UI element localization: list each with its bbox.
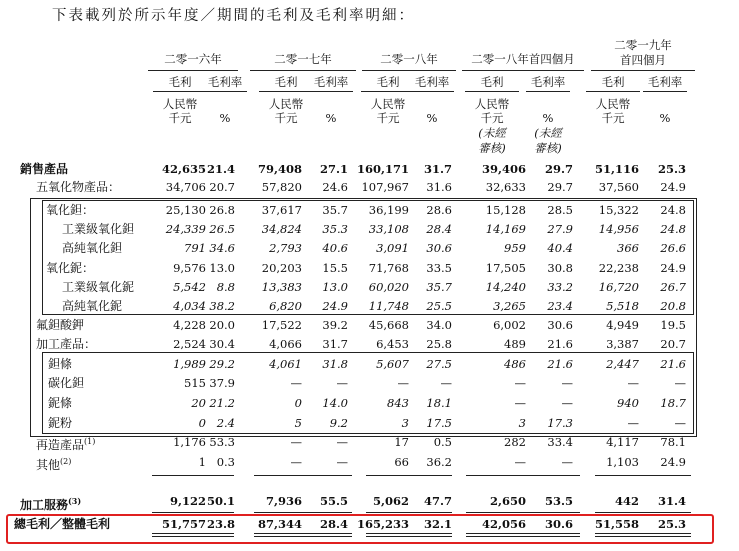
sum-rule: [595, 475, 691, 476]
gross-margin-value: 34.0: [426, 318, 452, 332]
gross-margin-value: 30.8: [547, 261, 573, 275]
gross-profit-value: 0: [198, 416, 206, 430]
sum-rule: [254, 512, 352, 513]
unit-header: 人民幣: [370, 97, 406, 111]
nested-box-processed: [42, 352, 694, 434]
row-label: 氧化鉭：: [46, 203, 95, 217]
gross-margin-value: —: [336, 455, 348, 469]
row-label: 高純氧化鈮: [62, 299, 123, 313]
gross-margin-value: 38.2: [209, 299, 235, 313]
gross-profit-value: 1,989: [173, 357, 206, 371]
subheader-underline: [361, 91, 415, 92]
unaudited-note: 審核): [478, 141, 506, 155]
gross-margin-value: 24.9: [322, 299, 348, 313]
nested-box-inner: [42, 200, 694, 315]
gross-margin-value: 25.8: [426, 337, 452, 351]
gross-profit-value: 39,406: [481, 162, 526, 176]
row-label: 高純氧化鉭: [62, 241, 123, 255]
gross-profit-value: 442: [614, 494, 639, 508]
sum-rule: [466, 512, 580, 513]
gross-profit-value: 42,635: [161, 162, 206, 176]
unit-header: 人民幣: [474, 97, 510, 111]
row-label: 鉭條: [48, 357, 73, 371]
gross-margin-value: 26.8: [209, 203, 235, 217]
header-underline: [462, 70, 584, 71]
gross-margin-value: 23.8: [206, 517, 235, 531]
gross-profit-header: 毛利: [376, 75, 400, 89]
subheader-underline: [203, 91, 247, 92]
gross-margin-value: 35.3: [322, 222, 348, 236]
gross-profit-value: 87,344: [257, 517, 302, 531]
gross-margin-value: 33.2: [547, 280, 573, 294]
gross-profit-value: 4,061: [269, 357, 302, 371]
gross-profit-value: 34,706: [165, 180, 206, 194]
gross-margin-value: —: [440, 376, 452, 390]
unit-header: 人民幣: [595, 97, 631, 111]
gross-profit-value: 489: [504, 337, 526, 351]
gross-profit-value: 1,103: [606, 455, 639, 469]
gross-margin-value: 26.5: [209, 222, 235, 236]
gross-margin-value: 31.4: [657, 494, 686, 508]
gross-margin-value: 0.3: [216, 455, 235, 469]
gross-margin-value: 24.8: [660, 203, 686, 217]
gross-margin-value: 53.5: [544, 494, 573, 508]
gross-margin-value: 17.3: [547, 416, 573, 430]
gross-profit-value: 2,650: [489, 494, 526, 508]
subheader-underline: [153, 91, 207, 92]
gross-margin-value: 27.9: [547, 222, 573, 236]
subheader-underline: [586, 91, 640, 92]
gross-margin-value: 35.7: [322, 203, 348, 217]
gross-profit-header: 毛利: [480, 75, 504, 89]
gross-margin-value: 29.7: [544, 162, 573, 176]
gross-margin-value: 9.2: [329, 416, 348, 430]
gross-margin-value: 30.6: [426, 241, 452, 255]
gross-margin-value: 2.4: [216, 416, 235, 430]
gross-margin-header: 毛利率: [207, 75, 243, 89]
gross-profit-value: 22,238: [598, 261, 639, 275]
gross-profit-value: 4,034: [173, 299, 206, 313]
column-period-header: 二零一八年: [380, 52, 438, 66]
gross-margin-value: 20.0: [209, 318, 235, 332]
gross-margin-header: 毛利率: [647, 75, 683, 89]
sum-rule: [366, 475, 452, 476]
percent-header: %: [542, 111, 554, 125]
gross-profit-value: —: [290, 435, 302, 449]
row-label: 總毛利／整體毛利: [14, 517, 111, 531]
gross-profit-value: 9,122: [169, 494, 206, 508]
gross-profit-value: 16,720: [598, 280, 639, 294]
sum-rule: [254, 475, 352, 476]
gross-profit-value: 14,240: [485, 280, 526, 294]
gross-profit-value: 791: [184, 241, 206, 255]
gross-profit-value: 3,387: [606, 337, 639, 351]
gross-margin-value: 27.1: [319, 162, 348, 176]
gross-margin-value: 23.4: [547, 299, 573, 313]
sum-rule: [366, 512, 452, 513]
gross-margin-value: 29.7: [547, 180, 573, 194]
gross-margin-value: 18.7: [660, 396, 686, 410]
gross-profit-value: —: [627, 416, 639, 430]
gross-margin-value: —: [561, 455, 573, 469]
gross-profit-value: —: [290, 455, 302, 469]
gross-profit-value: 4,949: [606, 318, 639, 332]
gross-profit-value: 36,199: [368, 203, 409, 217]
gross-margin-value: 0.5: [433, 435, 452, 449]
gross-margin-value: 30.4: [209, 337, 235, 351]
gross-margin-header: 毛利率: [530, 75, 566, 89]
gross-margin-value: 18.1: [426, 396, 452, 410]
gross-profit-value: 45,668: [368, 318, 409, 332]
gross-profit-value: 37,560: [598, 180, 639, 194]
unaudited-note: (未經: [478, 126, 506, 140]
row-label: 氟鉭酸鉀: [36, 318, 85, 332]
gross-margin-value: 13.0: [322, 280, 348, 294]
gross-profit-value: 33,108: [368, 222, 409, 236]
gross-margin-value: 21.6: [660, 357, 686, 371]
gross-margin-value: 31.7: [423, 162, 452, 176]
gross-margin-value: 21.4: [206, 162, 235, 176]
row-label: 銷售產品: [20, 162, 69, 176]
gross-margin-value: 50.1: [206, 494, 235, 508]
header-underline: [148, 70, 238, 71]
gross-margin-value: —: [561, 396, 573, 410]
gross-margin-value: 39.2: [322, 318, 348, 332]
row-label: 加工服務$^{(3)}$: [20, 496, 82, 512]
gross-margin-value: 30.6: [544, 517, 573, 531]
gross-margin-value: 24.8: [660, 222, 686, 236]
subheader-underline: [643, 91, 687, 92]
gross-margin-value: 34.6: [209, 241, 235, 255]
gross-profit-value: 14,169: [485, 222, 526, 236]
gross-margin-value: 21.6: [547, 337, 573, 351]
intro-text: 下表載列於所示年度／期間的毛利及毛利率明細：: [52, 8, 415, 24]
gross-margin-value: 40.4: [547, 241, 573, 255]
gross-profit-value: 66: [394, 455, 409, 469]
gross-profit-value: —: [627, 376, 639, 390]
gross-margin-value: 28.6: [426, 203, 452, 217]
row-label: 工業級氧化鈮: [62, 280, 135, 294]
gross-profit-value: 366: [617, 241, 639, 255]
gross-margin-value: 21.2: [209, 396, 235, 410]
gross-profit-value: —: [290, 376, 302, 390]
sum-rule: [152, 475, 234, 476]
gross-profit-value: 843: [387, 396, 409, 410]
gross-margin-value: 31.8: [322, 357, 348, 371]
gross-margin-value: 40.6: [322, 241, 348, 255]
gross-profit-value: —: [514, 396, 526, 410]
gross-margin-value: 31.6: [426, 180, 452, 194]
gross-margin-value: 20.7: [660, 337, 686, 351]
gross-margin-value: 21.6: [547, 357, 573, 371]
row-label: 碳化鉭: [48, 376, 85, 390]
gross-profit-value: 37,617: [261, 203, 302, 217]
gross-profit-value: 17,505: [485, 261, 526, 275]
gross-profit-value: 5,518: [606, 299, 639, 313]
gross-profit-value: 42,056: [481, 517, 526, 531]
subheader-underline: [309, 91, 353, 92]
gross-profit-value: 17,522: [261, 318, 302, 332]
row-label: 其他$^{(2)}$: [36, 457, 72, 472]
gross-profit-value: 959: [504, 241, 526, 255]
subheader-underline: [410, 91, 454, 92]
gross-profit-value: 51,116: [594, 162, 639, 176]
unit-header: 千元: [376, 111, 400, 125]
gross-profit-value: 79,408: [257, 162, 302, 176]
gross-profit-value: 13,383: [261, 280, 302, 294]
unit-header: 千元: [168, 111, 192, 125]
column-period-header: 首四個月: [620, 53, 666, 67]
gross-profit-value: 5,542: [173, 280, 206, 294]
gross-profit-value: 282: [504, 435, 526, 449]
gross-profit-value: 60,020: [368, 280, 409, 294]
gross-margin-value: —: [674, 416, 686, 430]
gross-profit-value: 11,748: [368, 299, 409, 313]
gross-margin-value: 32.1: [423, 517, 452, 531]
gross-margin-value: 25.5: [426, 299, 452, 313]
header-underline: [250, 70, 356, 71]
gross-margin-value: 35.7: [426, 280, 452, 294]
gross-profit-value: 14,956: [598, 222, 639, 236]
gross-margin-value: —: [336, 435, 348, 449]
gross-margin-value: 28.4: [426, 222, 452, 236]
column-period-header: 二零一八年首四個月: [471, 52, 575, 66]
gross-margin-value: 8.8: [216, 280, 235, 294]
unit-header: 千元: [274, 111, 298, 125]
gross-profit-value: 2,793: [269, 241, 302, 255]
gross-margin-header: 毛利率: [313, 75, 349, 89]
gross-margin-value: 13.0: [209, 261, 235, 275]
gross-profit-value: 5,607: [376, 357, 409, 371]
gross-margin-value: 29.2: [209, 357, 235, 371]
gross-profit-value: 9,576: [173, 261, 206, 275]
gross-profit-value: 25,130: [165, 203, 206, 217]
gross-profit-value: 486: [504, 357, 526, 371]
gross-margin-value: 26.6: [660, 241, 686, 255]
gross-margin-value: 33.5: [426, 261, 452, 275]
percent-header: %: [325, 111, 337, 125]
gross-profit-value: —: [397, 376, 409, 390]
percent-header: %: [219, 111, 231, 125]
unit-header: 人民幣: [162, 97, 198, 111]
gross-profit-value: 107,967: [361, 180, 409, 194]
gross-margin-value: 33.4: [547, 435, 573, 449]
gross-margin-value: 27.5: [426, 357, 452, 371]
gross-profit-value: 24,339: [165, 222, 206, 236]
gross-margin-value: 24.9: [660, 455, 686, 469]
gross-profit-value: 15,322: [598, 203, 639, 217]
gross-margin-value: 55.5: [319, 494, 348, 508]
gross-margin-value: —: [674, 376, 686, 390]
gross-profit-value: 32,633: [485, 180, 526, 194]
gross-profit-value: 4,066: [269, 337, 302, 351]
gross-margin-header: 毛利率: [414, 75, 450, 89]
gross-margin-value: 30.6: [547, 318, 573, 332]
row-label: 鈮粉: [48, 416, 73, 430]
unaudited-note: 審核): [534, 141, 562, 155]
gross-profit-value: —: [514, 455, 526, 469]
gross-profit-value: 6,453: [376, 337, 409, 351]
gross-profit-value: 6,002: [493, 318, 526, 332]
gross-profit-value: 3,091: [376, 241, 409, 255]
subheader-underline: [259, 91, 313, 92]
percent-header: %: [426, 111, 438, 125]
gross-profit-value: 1: [198, 455, 206, 469]
gross-margin-value: 25.3: [657, 517, 686, 531]
gross-margin-value: 28.4: [319, 517, 348, 531]
gross-profit-value: —: [514, 376, 526, 390]
subheader-underline: [526, 91, 570, 92]
gross-margin-value: 20.7: [209, 180, 235, 194]
row-label: 加工產品：: [36, 337, 97, 351]
row-label: 鈮條: [48, 396, 73, 410]
gross-profit-value: 51,558: [594, 517, 639, 531]
header-underline: [362, 70, 456, 71]
sum-rule: [152, 512, 234, 513]
sum-rule: [595, 512, 691, 513]
gross-profit-value: 20,203: [261, 261, 302, 275]
gross-profit-value: 165,233: [356, 517, 409, 531]
gross-profit-header: 毛利: [168, 75, 192, 89]
gross-margin-value: 24.9: [660, 261, 686, 275]
percent-header: %: [659, 111, 671, 125]
gross-profit-value: 2,447: [606, 357, 639, 371]
gross-profit-value: 3: [518, 416, 526, 430]
sum-rule: [466, 475, 580, 476]
row-label: 再造產品$^{(1)}$: [36, 437, 96, 452]
gross-profit-value: 3: [401, 416, 409, 430]
gross-margin-value: 20.8: [660, 299, 686, 313]
row-label: 五氧化物產品：: [36, 180, 121, 194]
unit-header: 千元: [480, 111, 504, 125]
unit-header: 千元: [601, 111, 625, 125]
gross-margin-value: 17.5: [426, 416, 452, 430]
gross-profit-value: 34,824: [261, 222, 302, 236]
gross-margin-value: 26.7: [660, 280, 686, 294]
gross-margin-value: —: [561, 376, 573, 390]
gross-margin-value: 78.1: [660, 435, 686, 449]
gross-margin-value: 36.2: [426, 455, 452, 469]
gross-profit-value: 20: [191, 396, 206, 410]
gross-profit-value: 71,768: [368, 261, 409, 275]
gross-profit-value: 51,757: [161, 517, 206, 531]
gross-profit-value: 1,176: [173, 435, 206, 449]
column-period-header: 二零一六年: [164, 52, 222, 66]
gross-margin-value: 28.5: [547, 203, 573, 217]
gross-margin-value: 24.9: [660, 180, 686, 194]
unit-header: 人民幣: [268, 97, 304, 111]
gross-profit-header: 毛利: [274, 75, 298, 89]
gross-margin-value: 15.5: [322, 261, 348, 275]
gross-margin-value: 24.6: [322, 180, 348, 194]
gross-profit-value: 4,117: [606, 435, 639, 449]
gross-margin-value: 25.3: [657, 162, 686, 176]
gross-profit-value: 17: [394, 435, 409, 449]
gross-margin-value: 53.3: [209, 435, 235, 449]
gross-margin-value: 31.7: [322, 337, 348, 351]
gross-profit-value: 7,936: [265, 494, 302, 508]
gross-profit-value: 5: [294, 416, 302, 430]
gross-margin-value: 19.5: [660, 318, 686, 332]
gross-margin-value: 47.7: [423, 494, 452, 508]
gross-profit-value: 4,228: [173, 318, 206, 332]
gross-profit-value: 15,128: [485, 203, 526, 217]
gross-profit-value: 5,062: [372, 494, 409, 508]
gross-profit-value: 940: [617, 396, 639, 410]
row-label: 工業級氧化鉭: [62, 222, 135, 236]
subheader-underline: [465, 91, 519, 92]
gross-profit-value: 3,265: [493, 299, 526, 313]
header-underline: [591, 70, 695, 71]
column-period-header: 二零一七年: [274, 52, 332, 66]
gross-margin-value: 14.0: [322, 396, 348, 410]
column-period-header: 二零一九年: [614, 38, 672, 52]
gross-profit-value: 2,524: [173, 337, 206, 351]
gross-profit-value: 0: [294, 396, 302, 410]
gross-margin-value: 37.9: [209, 376, 235, 390]
highlight-box: [6, 514, 714, 544]
gross-margin-value: —: [336, 376, 348, 390]
gross-profit-value: 57,820: [261, 180, 302, 194]
gross-profit-value: 160,171: [356, 162, 409, 176]
gross-profit-header: 毛利: [601, 75, 625, 89]
row-label: 氧化鈮：: [46, 261, 95, 275]
gross-profit-value: 515: [184, 376, 206, 390]
gross-profit-value: 6,820: [269, 299, 302, 313]
unaudited-note: (未經: [534, 126, 562, 140]
